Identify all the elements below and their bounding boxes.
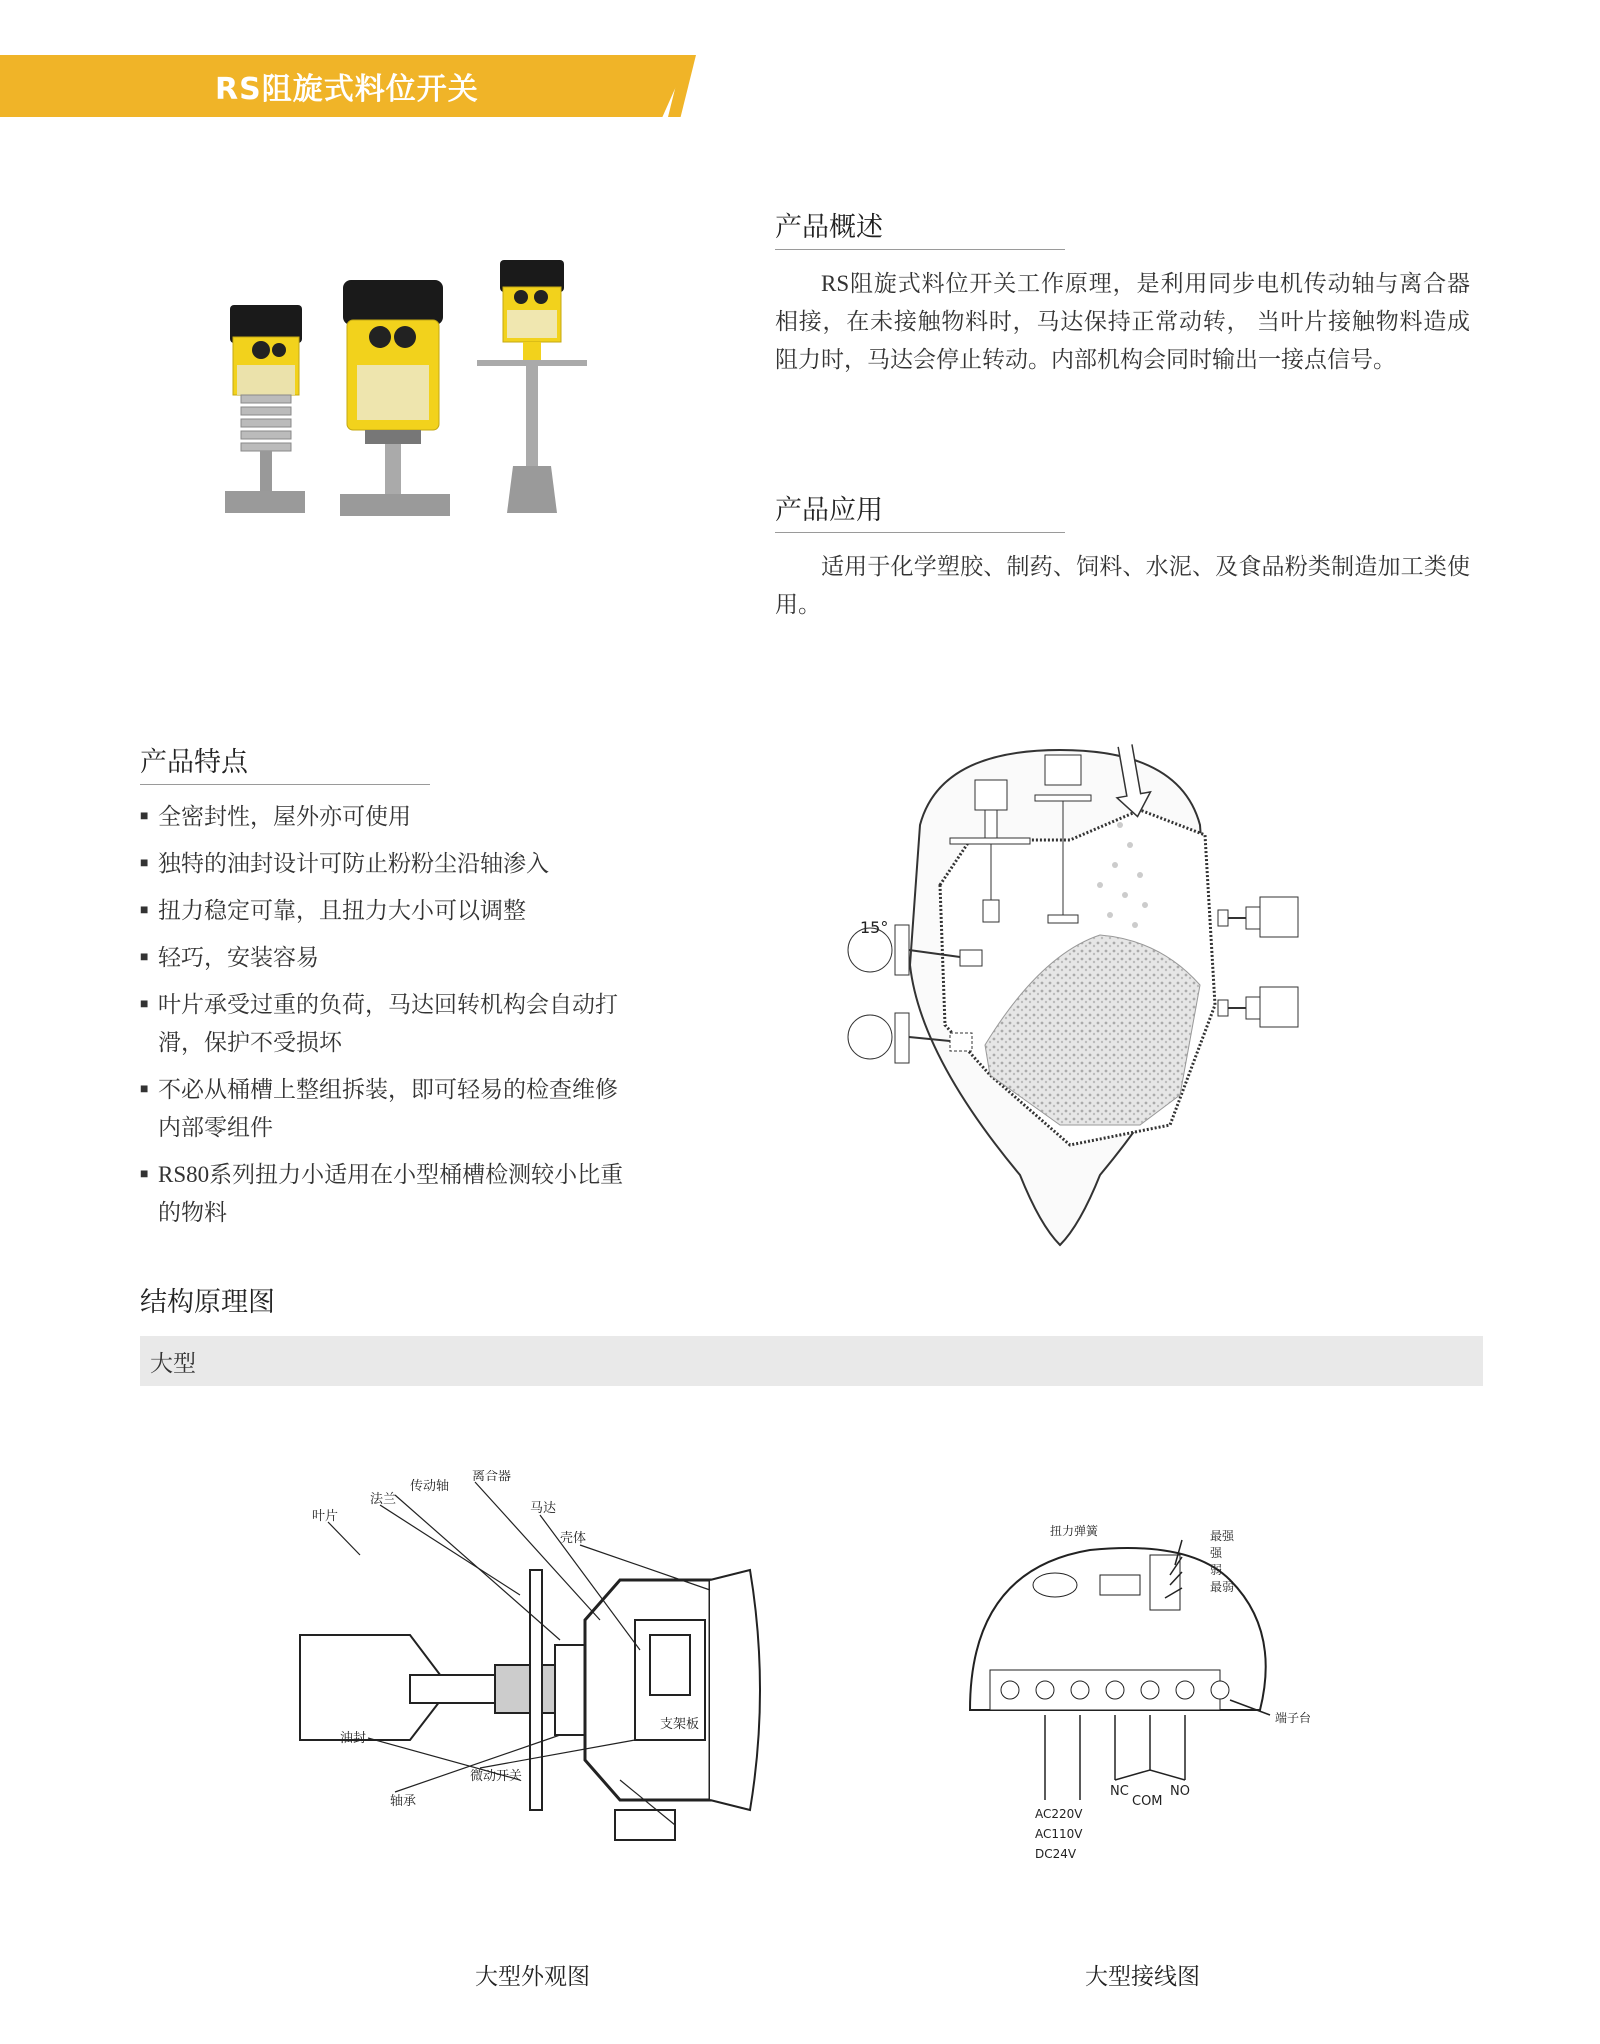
feature-item: ■ 全密封性，屋外亦可使用	[140, 798, 640, 836]
label-bracket: 支架板	[660, 1717, 700, 1732]
features-underline	[140, 784, 430, 785]
bullet-icon: ■	[140, 1167, 149, 1182]
product-device-large	[340, 280, 450, 516]
label-no: NO	[1170, 1784, 1190, 1799]
label-motor: 马达	[530, 1501, 557, 1516]
page-title: RS阻旋式料位开关	[215, 72, 479, 107]
bullet-icon: ■	[140, 950, 149, 965]
label-weak: 弱	[1210, 1563, 1223, 1577]
features-title: 产品特点	[140, 747, 248, 778]
appearance-diagram	[290, 1470, 790, 1910]
label-microswitch: 微动开关	[470, 1769, 523, 1784]
feature-item: ■ 独特的油封设计可防止粉粉尘沿轴渗入	[140, 845, 640, 883]
product-device-extended	[477, 260, 587, 513]
label-terminal: 端子台	[1275, 1711, 1312, 1725]
label-shaft: 传动轴	[410, 1479, 450, 1494]
label-blade: 叶片	[312, 1509, 339, 1524]
structure-title: 结构原理图	[140, 1287, 275, 1318]
feature-item: ■ 不必从桶槽上整组拆装，即可轻易的检查维修内部零组件	[140, 1071, 640, 1147]
wiring-diagram	[960, 1500, 1380, 1900]
terminal-block	[990, 1670, 1229, 1710]
flange-shape	[530, 1570, 542, 1810]
feature-item: ■ 扭力稳定可靠，且扭力大小可以调整	[140, 892, 640, 930]
label-spring: 扭力弹簧	[1050, 1524, 1099, 1538]
bullet-icon: ■	[140, 856, 149, 871]
application-title: 产品应用	[775, 495, 883, 526]
label-nc: NC	[1110, 1784, 1129, 1799]
bullet-icon: ■	[140, 809, 149, 824]
bullet-icon: ■	[140, 997, 149, 1012]
overview-title: 产品概述	[775, 212, 883, 243]
structure-subheader: 大型	[150, 1351, 196, 1377]
sensor-right-upper	[1218, 897, 1298, 937]
structure-subheader-bar	[140, 1336, 1483, 1386]
label-strong: 强	[1210, 1546, 1223, 1560]
caption-appearance: 大型外观图	[475, 1964, 590, 1989]
features-list	[140, 798, 640, 1241]
label-com: COM	[1132, 1794, 1163, 1809]
label-weakest: 最弱	[1210, 1580, 1235, 1594]
angle-label: 15°	[860, 918, 889, 937]
feature-item: ■ RS80系列扭力小适用在小型桶槽检测较小比重的物料	[140, 1156, 640, 1232]
label-dc24v: DC24V	[1035, 1847, 1077, 1861]
sensor-right-lower	[1218, 987, 1298, 1027]
label-ac110v: AC110V	[1035, 1827, 1083, 1841]
overview-text: RS阻旋式料位开关工作原理，是利用同步电机传动轴与离合器相接，在未接触物料时，马达保持正常动转， 当叶片接触物料造成阻力时，马达会停止转动。内部机构会同时输出一接点信号。	[775, 271, 1470, 372]
bullet-icon: ■	[140, 903, 149, 918]
application-underline	[775, 532, 1065, 533]
feature-item: ■ 叶片承受过重的负荷，马达回转机构会自动打滑，保护不受损坏	[140, 986, 640, 1062]
caption-wiring: 大型接线图	[1085, 1964, 1200, 1989]
label-clutch: 离合器	[472, 1470, 512, 1484]
bullet-icon: ■	[140, 1082, 149, 1097]
silo-illustration	[840, 725, 1340, 1255]
label-ac220v: AC220V	[1035, 1807, 1083, 1821]
application-text: 适用于化学塑胶、制药、饲料、水泥、及食品粉类制造加工类使用。	[775, 554, 1470, 617]
label-bearing: 轴承	[390, 1794, 417, 1809]
label-housing: 壳体	[560, 1531, 587, 1546]
product-device-small	[225, 305, 305, 513]
overview-underline	[775, 249, 1065, 250]
label-strongest: 最强	[1210, 1529, 1235, 1543]
label-oil-seal: 油封	[340, 1731, 367, 1746]
feature-item: ■ 轻巧，安装容易	[140, 939, 640, 977]
label-flange: 法兰	[370, 1492, 397, 1507]
product-photo	[215, 245, 615, 550]
